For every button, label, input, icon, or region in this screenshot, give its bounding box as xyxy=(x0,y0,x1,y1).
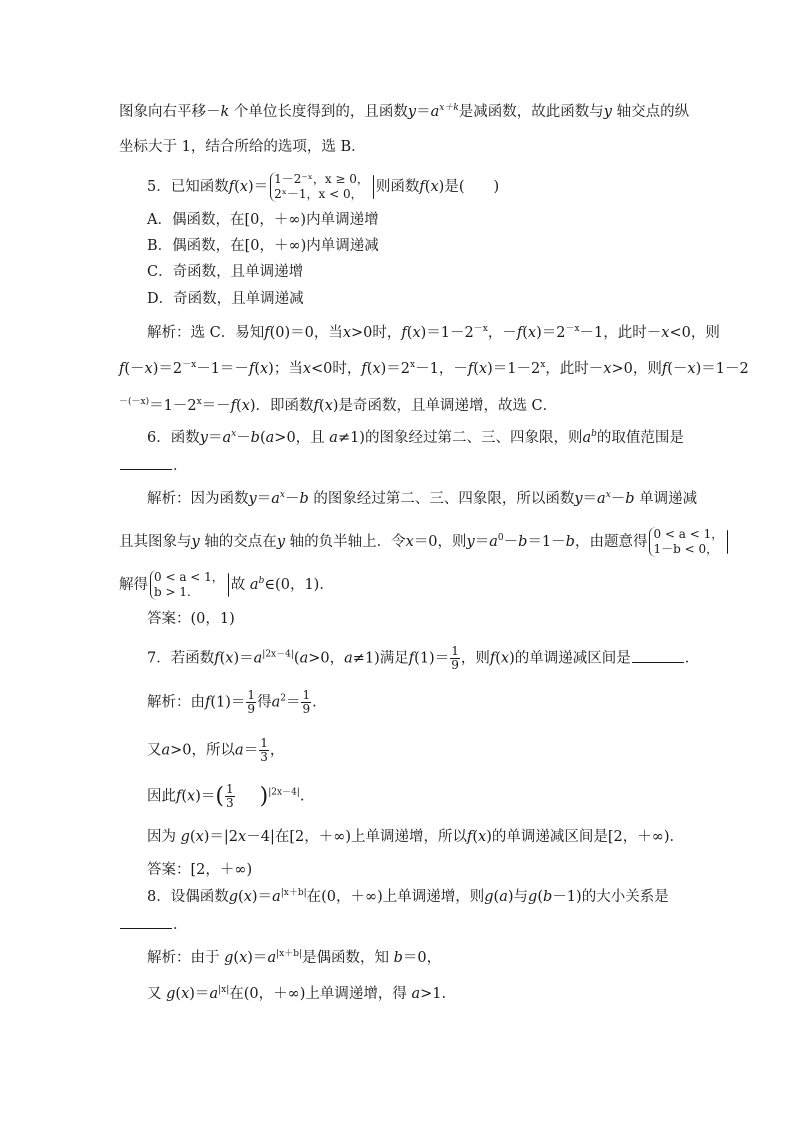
q7-solution-line-3: 因此f(x)＝( $\frac{1}{3}$ )$^{|2x-4|}$. xyxy=(147,782,305,810)
q5-solution-line-3: $^{-(-x)}=1-2^x=-f(x)$．即函数f(x)是奇函数，且单调递增，故选 C． xyxy=(119,397,558,414)
q5-piecewise: 1－2⁻ˣ，x ≥ 0， 2ˣ－1，x < 0， xyxy=(270,172,369,202)
q6-solution-line-2: 且其图象与y 轴的交点在y 轴的负半轴上．令x＝0，则$y=a^0-b=1-b$，由题意得 0 < a < 1， 1－b < 0， xyxy=(119,527,730,557)
q6-answer-blank: ． xyxy=(119,456,188,476)
q7-solution-line-4: 因为 g(x)＝|2x－4|在[2，＋∞)上单调递增，所以f(x)的单调递减区间是[2，＋∞)． xyxy=(147,829,685,845)
fraction-one-ninth: $\frac{1}{9}$ xyxy=(451,644,459,672)
q5-option-a: A．偶函数，在[0，＋∞)内单调递增 xyxy=(147,212,379,228)
q7-solution-line-1: 解析：由f(1)＝ $\frac{1}{9}$ 得$a^2=$ $\frac{1}{9}$ . xyxy=(147,688,317,716)
q8-solution-line-1: 解析：由于 $g(x)=a^{|x+b|}$是偶函数，知 b＝0， xyxy=(147,949,442,966)
q5-stem: 5．已知函数f(x)＝ 1－2⁻ˣ，x ≥ 0， 2ˣ－1，x < 0， 则函数f(x)是( ) xyxy=(147,172,500,201)
q6-system-1: 0 < a < 1， 1－b < 0， xyxy=(649,527,723,557)
fraction-one-third: $\frac{1}{3}$ xyxy=(260,736,268,764)
q7-answer: 答案：[2，＋∞) xyxy=(147,862,253,878)
continuation-line-2: 坐标大于 1，结合所给的选项，选 B． xyxy=(119,139,366,155)
q8-stem-line-1: 8．设偶函数$g(x)=a^{|x+b|}$在(0，＋∞)上单调递增，则g(a)与g(b－1)的大小关系是 xyxy=(147,888,669,905)
q6-solution-line-3: 解得 0 < a < 1， b > 1. 故 $a^b\in(0$，1)． xyxy=(119,570,334,599)
q8-solution-line-2: 又 $g(x)=a^{|x|}$在(0，＋∞)上单调递增，得 a>1. xyxy=(147,985,447,1002)
q7-stem: 7．若函数$f(x)=a^{|2x-4|}(a>0$，a≠1)满足f(1)＝ $\frac{1}{9}$ ，则f(x)的单调递减区间是 ． xyxy=(147,644,700,672)
q6-solution-line-1: 解析：因为函数$y=a^x-b$ 的图象经过第二、三、四象限，所以函数$y=a^x-b$ 单调递减 xyxy=(147,490,698,507)
q5-option-b: B．偶函数，在[0，＋∞)内单调递减 xyxy=(147,238,379,254)
q7-solution-line-2: 又a>0，所以a＝ $\frac{1}{3}$ ， xyxy=(147,736,285,764)
q5-option-d: D．奇函数，且单调递减 xyxy=(147,291,304,307)
q6-answer: 答案：(0，1) xyxy=(147,611,235,627)
q8-answer-blank: ． xyxy=(119,915,188,935)
q5-solution-line-2: $f(-x)=2^{-x}-1=-f(x)$；当x<0时，$f(x)=2^x-1$，$-f(x)=1-2^x$，此时－x>0，则f(－x)＝1－2 xyxy=(119,360,749,377)
q6-stem-line-1: 6．函数$y=a^x-b(a>0$，且 a≠1)的图象经过第二、三、四象限，则$a^b$的取值范围是 xyxy=(147,429,684,446)
q5-option-c: C．奇函数，且单调递增 xyxy=(147,264,304,280)
q5-solution-line-1: 解析：选 C．易知f(0)＝0，当x>0时，$f(x)=1-2^{-x}$，$-f(x)=2^{-x}-1$，此时－x<0，则 xyxy=(147,324,720,341)
continuation-line-1: 图象向右平移－k 个单位长度得到的，且函数$y=a^{x+k}$是减函数，故此函数与y 轴交点的纵 xyxy=(119,103,690,120)
q6-system-2: 0 < a < 1， b > 1. xyxy=(150,570,224,600)
